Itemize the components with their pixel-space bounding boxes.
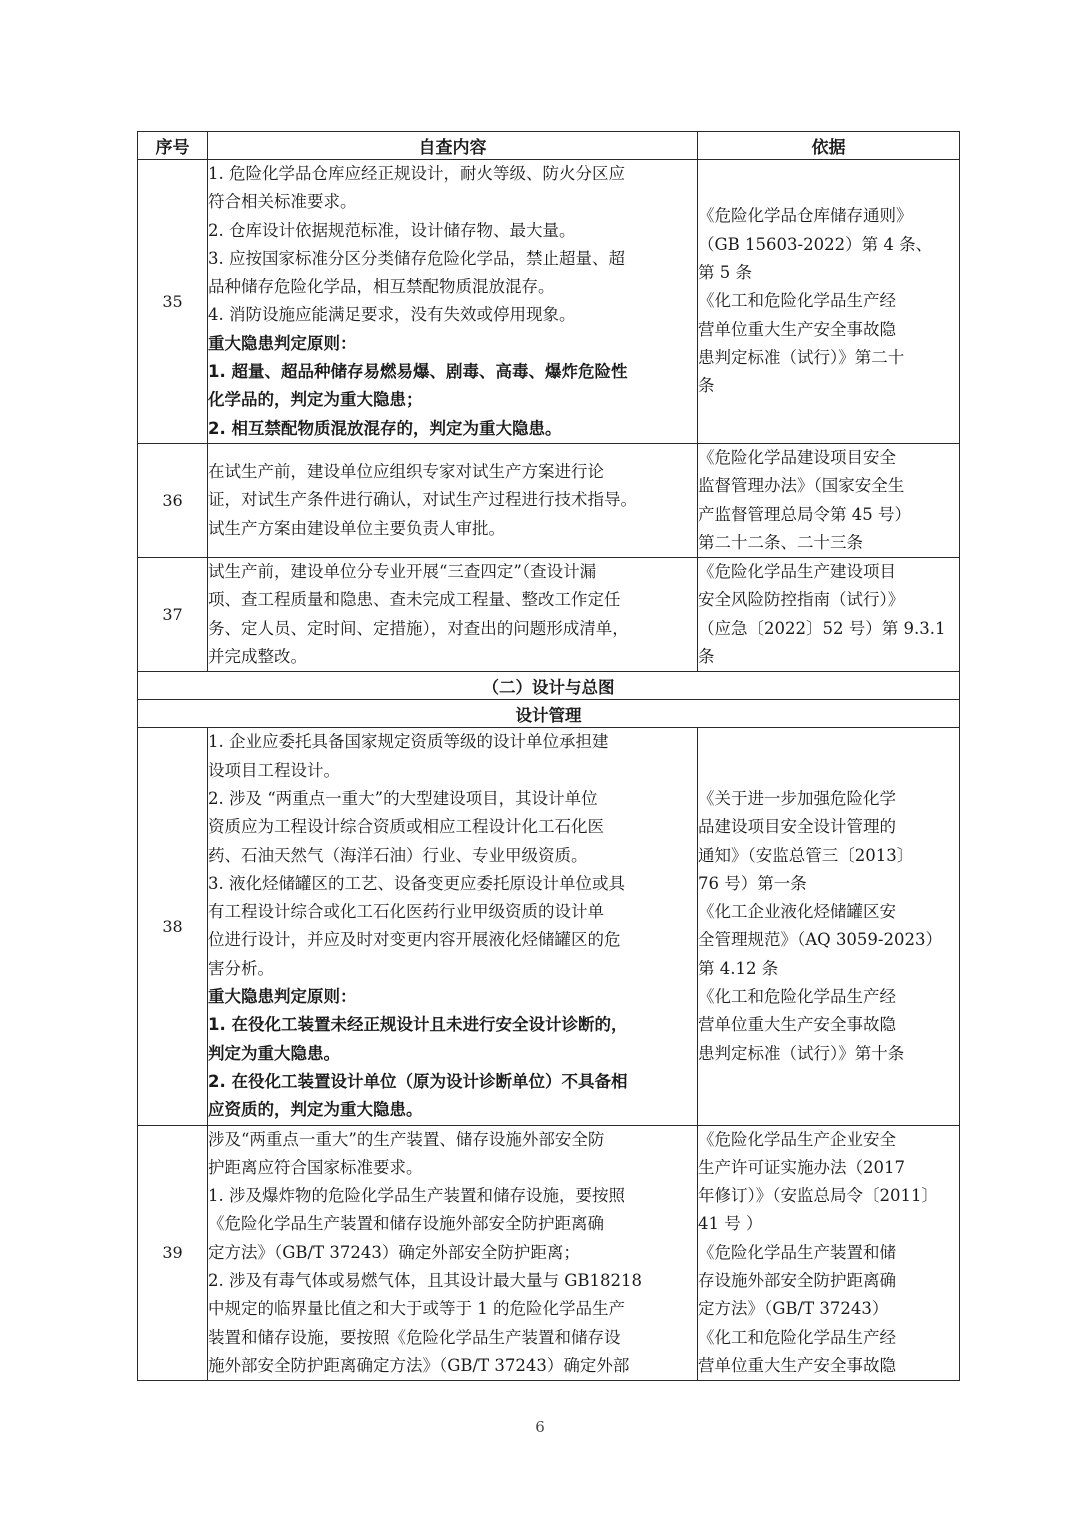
content-line: 品种储存危险化学品，相互禁配物质混放混存。 — [208, 277, 555, 297]
row-number: 35 — [138, 160, 208, 444]
basis-line: 通知》（安监总管三〔2013〕 — [698, 845, 914, 865]
content-line: 4. 消防设施应能满足要求，没有失效或停用现象。 — [208, 305, 576, 325]
major-hazard-line: 判定为重大隐患。 — [208, 1043, 340, 1063]
row-basis — [698, 160, 960, 444]
major-hazard-line: 2. 在役化工装置设计单位（原为设计诊断单位）不具备相 — [208, 1071, 628, 1091]
basis-line: 安全风险防控指南（试行）》 — [698, 590, 905, 610]
row-content — [208, 728, 698, 1125]
basis-line: 患判定标准（试行）》第二十 — [698, 347, 905, 367]
basis-line: 全管理规范》（AQ 3059-2023） — [698, 930, 942, 950]
row-content — [208, 1125, 698, 1381]
basis-line: 《关于进一步加强危险化学 — [698, 788, 896, 808]
basis-line: 产监督管理总局令第 45 号） — [698, 504, 911, 524]
basis-line: 定方法》（GB/T 37243） — [698, 1299, 889, 1319]
section-row — [138, 672, 960, 700]
major-hazard-line: 化学品的，判定为重大隐患； — [208, 390, 423, 410]
basis-line: 营单位重大生产安全事故隐 — [698, 319, 896, 339]
header-serial-number: 序号 — [138, 132, 208, 160]
basis-line: 《危险化学品仓库储存通则》 — [698, 206, 913, 226]
header-basis: 依据 — [698, 132, 960, 160]
content-line: 《危险化学品生产装置和储存设施外部安全防护距离确 — [208, 1214, 604, 1234]
basis-line: 条 — [698, 376, 715, 396]
row-content — [208, 443, 698, 557]
basis-line: 第 5 条 — [698, 263, 752, 283]
row-basis — [698, 1125, 960, 1381]
basis-line: 《危险化学品生产企业安全 — [698, 1129, 896, 1149]
content-line: 有工程设计综合或化工石化医药行业甲级资质的设计单 — [208, 902, 604, 922]
content-line: 试生产方案由建设单位主要负责人审批。 — [208, 518, 505, 538]
table-row — [138, 1125, 960, 1381]
basis-line: 41 号 ） — [698, 1214, 763, 1234]
content-line: 施外部安全防护距离确定方法》（GB/T 37243）确定外部 — [208, 1355, 630, 1375]
section-title: （二）设计与总图 — [138, 672, 960, 700]
major-hazard-line: 2. 相互禁配物质混放混存的，判定为重大隐患。 — [208, 418, 562, 438]
header-self-check-content: 自查内容 — [208, 132, 698, 160]
basis-line: 《化工企业液化烃储罐区安 — [698, 902, 896, 922]
self-check-table — [137, 131, 960, 1381]
content-line: 1. 涉及爆炸物的危险化学品生产装置和储存设施，要按照 — [208, 1186, 625, 1206]
row-basis — [698, 558, 960, 672]
basis-line: 《危险化学品建设项目安全 — [698, 447, 896, 467]
content-line: 并完成整改。 — [208, 647, 307, 667]
content-line: 证，对试生产条件进行确认，对试生产过程进行技术指导。 — [208, 490, 637, 510]
content-line: 3. 液化烃储罐区的工艺、设备变更应委托原设计单位或具 — [208, 873, 625, 893]
basis-line: （应急〔2022〕52 号）第 9.3.1 — [698, 618, 946, 638]
content-line: 装置和储存设施，要按照《危险化学品生产装置和储存设 — [208, 1327, 621, 1347]
content-line: 务、定人员、定时间、定措施），对查出的问题形成清单， — [208, 618, 629, 638]
content-line: 在试生产前，建设单位应组织专家对试生产方案进行论 — [208, 462, 604, 482]
content-line: 定方法》（GB/T 37243）确定外部安全防护距离； — [208, 1242, 580, 1262]
content-line: 护距离应符合国家标准要求。 — [208, 1157, 423, 1177]
content-line: 试生产前，建设单位分专业开展“三查四定”（查设计漏 — [208, 562, 597, 582]
row-number: 36 — [138, 443, 208, 557]
basis-line: 品建设项目安全设计管理的 — [698, 817, 896, 837]
content-line: 资质应为工程设计综合资质或相应工程设计化工石化医 — [208, 817, 604, 837]
content-line: 药、石油天然气（海洋石油）行业、专业甲级资质。 — [208, 845, 588, 865]
basis-line: 年修订）》（安监总局令〔2011〕 — [698, 1186, 938, 1206]
basis-line: 《化工和危险化学品生产经 — [698, 291, 896, 311]
major-hazard-line: 1. 在役化工装置未经正规设计且未进行安全设计诊断的， — [208, 1015, 628, 1035]
basis-line: 条 — [698, 647, 715, 667]
content-line: 位进行设计，并应及时对变更内容开展液化烃储罐区的危 — [208, 930, 621, 950]
row-basis — [698, 443, 960, 557]
basis-line: 监督管理办法》（国家安全生 — [698, 476, 905, 496]
major-hazard-heading: 重大隐患判定原则： — [208, 987, 357, 1007]
content-line: 3. 应按国家标准分区分类储存危险化学品，禁止超量、超 — [208, 248, 625, 268]
content-line: 2. 涉及 “两重点一重大”的大型建设项目，其设计单位 — [208, 788, 598, 808]
table-row — [138, 728, 960, 1125]
content-line: 害分析。 — [208, 958, 274, 978]
table-row — [138, 443, 960, 557]
content-line: 符合相关标准要求。 — [208, 192, 357, 212]
page-number: 6 — [535, 1418, 545, 1436]
major-hazard-line: 应资质的，判定为重大隐患。 — [208, 1100, 423, 1120]
basis-line: 《危险化学品生产建设项目 — [698, 562, 896, 582]
basis-line: 第 4.12 条 — [698, 958, 779, 978]
content-line: 2. 仓库设计依据规范标准，设计储存物、最大量。 — [208, 220, 576, 240]
basis-line: 《化工和危险化学品生产经 — [698, 987, 896, 1007]
major-hazard-heading: 重大隐患判定原则： — [208, 333, 357, 353]
row-number: 37 — [138, 558, 208, 672]
content-line: 2. 涉及有毒气体或易燃气体，且其设计最大量与 GB18218 — [208, 1270, 643, 1290]
basis-line: 生产许可证实施办法（2017 — [698, 1157, 905, 1177]
table-row — [138, 558, 960, 672]
row-content — [208, 558, 698, 672]
content-line: 设项目工程设计。 — [208, 760, 340, 780]
basis-line: 存设施外部安全防护距离确 — [698, 1270, 896, 1290]
basis-line: 《化工和危险化学品生产经 — [698, 1327, 896, 1347]
content-line: 涉及“两重点一重大”的生产装置、储存设施外部安全防 — [208, 1129, 605, 1149]
row-content — [208, 160, 698, 444]
content-line: 项、查工程质量和隐患、查未完成工程量、整改工作定任 — [208, 590, 621, 610]
basis-line: 第二十二条、二十三条 — [698, 532, 863, 552]
content-line: 中规定的临界量比值之和大于或等于 1 的危险化学品生产 — [208, 1299, 625, 1319]
row-number: 38 — [138, 728, 208, 1125]
table-row — [138, 160, 960, 444]
basis-line: 76 号）第一条 — [698, 873, 807, 893]
subsection-row — [138, 700, 960, 728]
table-header-row — [138, 132, 960, 160]
basis-line: 营单位重大生产安全事故隐 — [698, 1015, 896, 1035]
basis-line: 营单位重大生产安全事故隐 — [698, 1355, 896, 1375]
content-line: 1. 危险化学品仓库应经正规设计，耐火等级、防火分区应 — [208, 164, 625, 183]
content-line: 1. 企业应委托具备国家规定资质等级的设计单位承担建 — [208, 732, 609, 752]
row-basis — [698, 728, 960, 1125]
basis-line: 患判定标准（试行）》第十条 — [698, 1043, 905, 1063]
row-number: 39 — [138, 1125, 208, 1381]
major-hazard-line: 1. 超量、超品种储存易燃易爆、剧毒、高毒、爆炸危险性 — [208, 362, 628, 382]
basis-line: （GB 15603-2022）第 4 条、 — [698, 234, 933, 254]
subsection-title: 设计管理 — [138, 700, 960, 728]
basis-line: 《危险化学品生产装置和储 — [698, 1242, 896, 1262]
